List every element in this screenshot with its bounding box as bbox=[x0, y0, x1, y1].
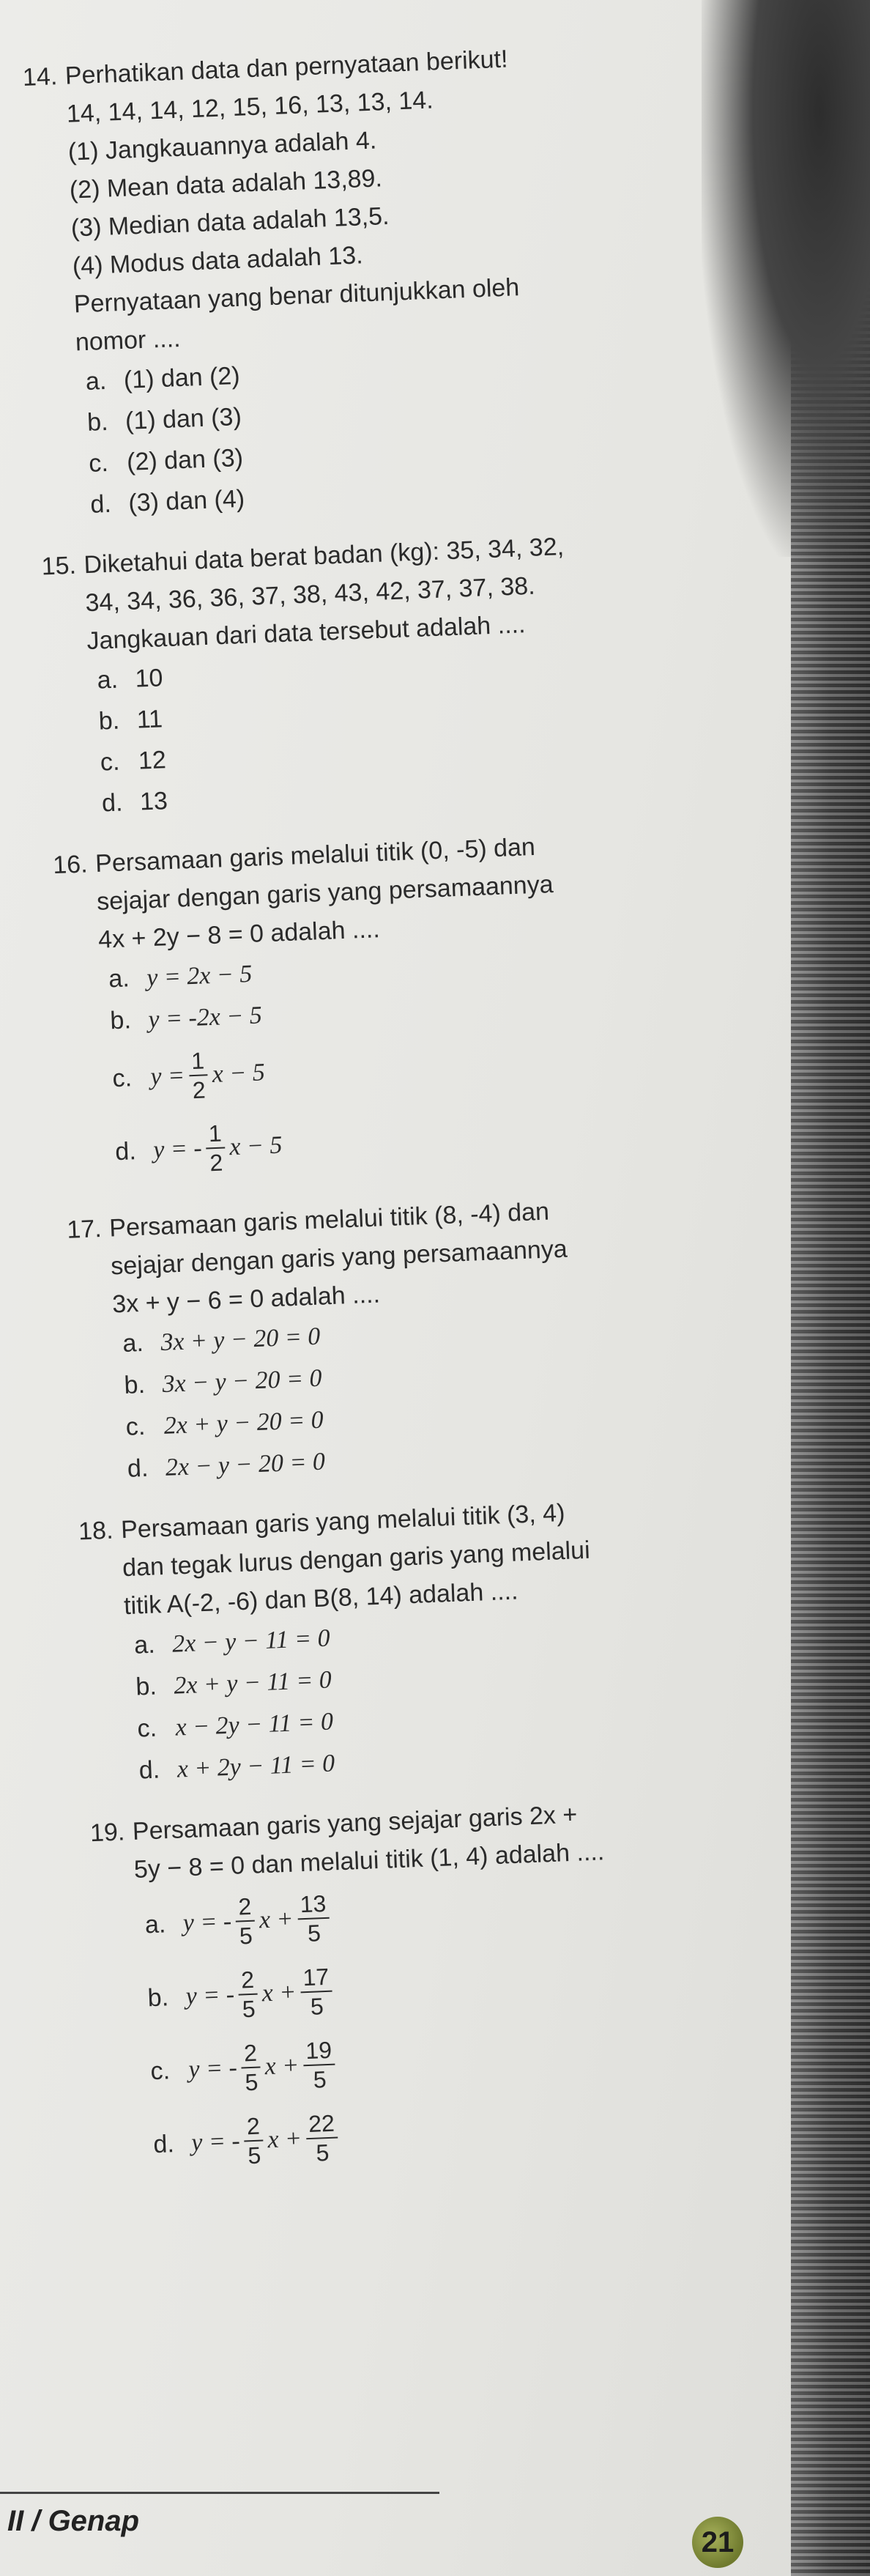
option-c[interactable]: c. 2x + y − 20 = 0 bbox=[125, 1406, 324, 1441]
option-d[interactable]: d. y = - $\frac{1}{2}$ x − 5 bbox=[114, 1119, 283, 1177]
question-19 bbox=[89, 1785, 858, 2183]
option-a[interactable]: a. 3x + y − 20 = 0 bbox=[122, 1322, 321, 1358]
question-text: Persamaan garis yang sejajar garis 2x + bbox=[132, 1800, 578, 1846]
fraction: $\frac{2}{5}$ bbox=[240, 2039, 261, 2097]
option-c[interactable]: c. y = - $\frac{2}{5}$ x + $\frac{19}{5}$ bbox=[98, 2007, 855, 2109]
fraction: $\frac{2}{5}$ bbox=[238, 1966, 259, 2024]
question-text: Persamaan garis melalui titik (8, -4) dan bbox=[108, 1197, 550, 1243]
question-line: dan tegak lurus dengan garis yang melalui bbox=[122, 1536, 591, 1583]
question-list bbox=[22, 29, 858, 2203]
fraction: $\frac{2}{5}$ bbox=[235, 1892, 256, 1950]
statement: (2) Mean data adalah 13,89. bbox=[69, 164, 383, 204]
option-a[interactable]: a. y = - $\frac{2}{5}$ x + $\frac{13}{5}$ bbox=[92, 1862, 849, 1964]
question-18 bbox=[78, 1484, 842, 1794]
option-c[interactable]: c. x − 2y − 11 = 0 bbox=[136, 1708, 334, 1743]
option-b[interactable]: b. 11 bbox=[98, 705, 163, 736]
question-line: 34, 34, 36, 36, 37, 38, 43, 42, 37, 37, 38. bbox=[84, 571, 536, 618]
option-d[interactable]: d. x + 2y − 11 = 0 bbox=[138, 1750, 335, 1785]
question-number: 15. bbox=[40, 551, 77, 581]
option-b[interactable]: b. 3x − y − 20 = 0 bbox=[123, 1364, 323, 1399]
page-number-badge: 21 bbox=[692, 2517, 743, 2568]
question-line: 14, 14, 14, 12, 15, 16, 13, 13, 14. bbox=[66, 86, 434, 128]
option-c[interactable]: c. 12 bbox=[100, 746, 167, 777]
question-prompt: Pernyataan yang benar ditunjukkan oleh bbox=[73, 273, 520, 319]
question-line: 5y − 8 = 0 dan melalui titik (1, 4) adalah .... bbox=[133, 1837, 605, 1884]
fraction: $\frac{1}{2}$ bbox=[188, 1046, 209, 1104]
fraction: $\frac{19}{5}$ bbox=[302, 2036, 337, 2095]
semester-label: II / Genap bbox=[7, 2505, 140, 2537]
footer-divider bbox=[0, 2492, 439, 2494]
question-line: titik A(-2, -6) dan B(8, 14) adalah .... bbox=[123, 1577, 519, 1621]
option-b[interactable]: b. (1) dan (3) bbox=[86, 402, 242, 437]
option-a[interactable]: a. 10 bbox=[96, 664, 164, 695]
fraction: $\frac{22}{5}$ bbox=[305, 2109, 339, 2168]
option-a[interactable]: a. (1) dan (2) bbox=[85, 361, 241, 396]
question-15 bbox=[41, 519, 806, 826]
question-14 bbox=[22, 29, 794, 527]
question-16 bbox=[52, 818, 819, 1191]
option-d[interactable]: d. 13 bbox=[101, 787, 168, 818]
fraction: $\frac{2}{5}$ bbox=[243, 2111, 264, 2169]
question-number: 14. bbox=[22, 62, 58, 92]
question-line: sejajar dengan garis yang persamaannya bbox=[96, 870, 554, 916]
option-b[interactable]: b. 2x + y − 11 = 0 bbox=[135, 1666, 332, 1701]
question-line: 3x + y − 6 = 0 adalah .... bbox=[111, 1280, 381, 1319]
question-prompt: nomor .... bbox=[75, 324, 182, 357]
question-text: Persamaan garis melalui titik (0, -5) dan bbox=[94, 832, 536, 878]
question-text: Perhatikan data dan pernyataan berikut! bbox=[64, 45, 509, 90]
option-d[interactable]: d. (3) dan (4) bbox=[89, 484, 245, 519]
question-number: 19. bbox=[89, 1818, 126, 1848]
statement: (1) Jangkauannya adalah 4. bbox=[67, 126, 377, 166]
fraction: $\frac{13}{5}$ bbox=[297, 1890, 331, 1948]
option-d[interactable]: d. y = - $\frac{2}{5}$ x + $\frac{22}{5}$ bbox=[101, 2081, 858, 2183]
option-c[interactable]: c. y = $\frac{1}{2}$ x − 5 bbox=[111, 1047, 266, 1104]
option-b[interactable]: b. y = - $\frac{2}{5}$ x + $\frac{17}{5}$ bbox=[95, 1935, 852, 2037]
fraction: $\frac{1}{2}$ bbox=[205, 1119, 226, 1177]
question-text: Diketahui data berat badan (kg): 35, 34, 32, bbox=[83, 533, 565, 580]
fraction: $\frac{17}{5}$ bbox=[300, 1963, 334, 2021]
question-line: 4x + 2y − 8 = 0 adalah .... bbox=[97, 915, 381, 954]
statement: (3) Median data adalah 13,5. bbox=[70, 201, 390, 243]
question-line: Jangkauan dari data tersebut adalah .... bbox=[86, 610, 527, 656]
question-number: 18. bbox=[78, 1516, 114, 1546]
option-c[interactable]: c. (2) dan (3) bbox=[88, 443, 244, 478]
option-a[interactable]: a. 2x − y − 11 = 0 bbox=[133, 1624, 331, 1659]
option-a[interactable]: a. y = 2x − 5 bbox=[108, 960, 253, 993]
option-b[interactable]: b. y = -2x − 5 bbox=[109, 1002, 263, 1035]
question-line: sejajar dengan garis yang persamaannya bbox=[110, 1235, 568, 1281]
question-17 bbox=[66, 1182, 830, 1492]
question-text: Persamaan garis yang melalui titik (3, 4) bbox=[120, 1499, 566, 1544]
question-number: 16. bbox=[52, 850, 89, 880]
question-number: 17. bbox=[66, 1215, 103, 1244]
page-footer bbox=[0, 2487, 735, 2576]
statement: (4) Modus data adalah 13. bbox=[72, 241, 364, 281]
option-d[interactable]: d. 2x − y − 20 = 0 bbox=[127, 1448, 326, 1483]
